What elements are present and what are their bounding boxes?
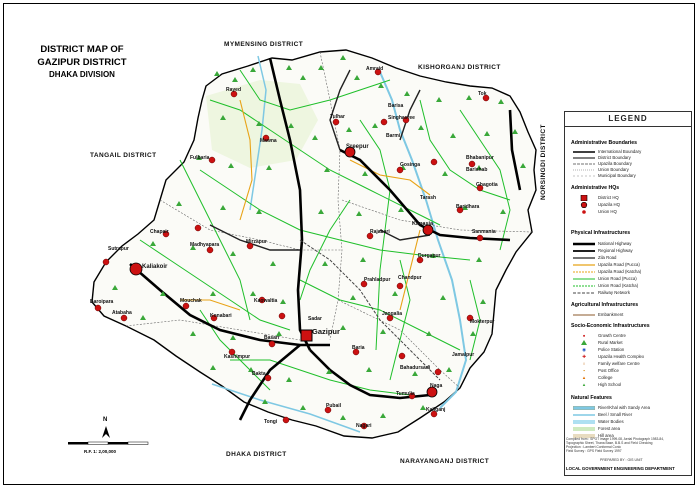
place-label: Tok (478, 91, 487, 97)
legend-item: Embankment (598, 312, 624, 317)
legend-item: Upazila Road (Pucca) (598, 262, 640, 267)
neighbor-northeast: KISHORGANJ DISTRICT (418, 64, 501, 71)
place-label: Bakta (252, 371, 266, 377)
legend-item: Hill area (573, 433, 614, 438)
place-label: Amraid (366, 66, 384, 72)
legend-item: Regional Highway (598, 248, 633, 253)
map-title-line3: DHAKA DIVISION (49, 70, 115, 79)
legend-admin-boundaries-heading: Administrative Boundaries (571, 140, 638, 146)
place-label: Sreepur (346, 144, 369, 150)
north-arrow (102, 426, 110, 438)
place-label: Sadar (308, 316, 322, 322)
place-label: Baria (352, 345, 365, 351)
legend-item: Zila Road (598, 255, 617, 260)
legend-item: Forest area (573, 426, 620, 431)
legend-item: Union Boundary (598, 167, 629, 172)
legend-item: Water Bodies (573, 419, 624, 424)
footer-prepared: PREPARED BY : GIS UNIT (600, 458, 643, 462)
place-label: Sanmania (472, 229, 496, 235)
footer-sources: Topographic Sheet, Thana Base, B.B.S and Field Checking (566, 441, 653, 445)
legend-item: Beel / Small River (598, 412, 633, 417)
place-label: Basan (264, 335, 280, 341)
place-label: Barishab (466, 167, 488, 173)
legend-item: Upazila Boundary (598, 161, 632, 166)
place-label: Rajabari (370, 229, 390, 235)
legend-item: International Boundary (598, 149, 642, 154)
place-label: Rayed (226, 87, 242, 93)
place-label: Nagari (356, 423, 372, 429)
scale-bar (68, 442, 148, 445)
legend-item: ▪ Post Office (583, 368, 619, 373)
legend-item: Upazila HQ (573, 202, 620, 207)
place-label: Sutrapur (108, 246, 129, 252)
place-label: Kaliganj (426, 407, 446, 413)
legend-agricultural-heading: Agricultural Infrastructures (571, 302, 639, 308)
legend-item: District HQ (573, 195, 619, 200)
place-label: Mawna (260, 138, 277, 144)
footer-org: LOCAL GOVERNMENT ENGINEERING DEPARTMENT (566, 466, 675, 471)
place-label: Mirzapur (246, 239, 267, 245)
neighbor-north: MYMENSING DISTRICT (224, 41, 304, 48)
place-label: Naga (430, 383, 443, 389)
place-label: Pubail (326, 403, 342, 409)
legend-item: District Boundary (598, 155, 631, 160)
place-label: Tongi (264, 419, 278, 425)
north-label: N (103, 417, 108, 423)
legend-item: ▲ High School (581, 382, 622, 387)
place-label: Kaowaltia (254, 298, 278, 304)
place-label: Kapasia (412, 221, 434, 227)
place-label: Prahladpur (364, 277, 391, 283)
place-label: Jangalia (382, 311, 403, 317)
footer-survey: Field Survey : GPS Field Survey 1997 (566, 449, 622, 453)
place-label: Chapair (150, 229, 169, 235)
place-label: Atabaha (112, 310, 132, 316)
district-hq-marker (301, 330, 312, 341)
legend-item: Union Road (Pucca) (598, 276, 637, 281)
footer-compiled: Compiled from : SPOT image 1999-08, Aerial Photograph 1983-84, (566, 437, 664, 441)
legend-item: Union HQ (573, 209, 617, 214)
footer-projection: Projection : Lambert Conformal Conic (566, 445, 621, 449)
legend-item: Railway Network (598, 290, 630, 295)
district-boundary (92, 50, 536, 438)
legend-item: ◉ Police Station (582, 346, 625, 352)
place-label: Baroipara (90, 299, 114, 305)
neighbor-south: DHAKA DISTRICT (226, 451, 287, 458)
neighbor-west: TANGAIL DISTRICT (90, 152, 157, 159)
place-label: Tarash (420, 195, 437, 201)
place-label: Bahadursadi (400, 365, 431, 371)
scale-text: R.F. 1: 2,00,000 (84, 449, 117, 454)
legend-item: ▲ College (581, 375, 613, 380)
neighbor-east: NORSINGDI DISTRICT (540, 124, 547, 200)
map-title-line1: DISTRICT MAP OF (40, 44, 124, 55)
place-label: Tumulia (396, 391, 415, 397)
legend-panel (564, 111, 692, 476)
place-label: Bhabanipur (466, 155, 494, 161)
legend-item: Union Road (Katcha) (598, 283, 639, 288)
place-label: Jamalpur (452, 352, 475, 358)
place-label: Gazipur (312, 327, 340, 336)
place-label: Mouchak (180, 298, 202, 304)
place-label: Gosinga (400, 162, 421, 168)
place-label: Singhasree (388, 115, 415, 121)
legend-item: ● Growth Centre (582, 333, 626, 338)
legend-item: Municipal Boundary (598, 173, 636, 178)
legend-item: National Highway (598, 241, 632, 246)
place-label: Durgapur (418, 253, 441, 259)
legend-socio-heading: Socio-Economic Infrastructures (571, 323, 650, 329)
place-label: Kashimpur (224, 354, 251, 360)
legend-item: Upazila Road (Katcha) (598, 269, 642, 274)
legend-physical-heading: Physical Infrastructures (571, 230, 631, 236)
place-label: Barisa (388, 103, 404, 109)
legend-item: ✚ Upazila Health Complex (582, 353, 645, 359)
place-label: Konabari (210, 313, 232, 319)
place-label: Mokterpur (470, 319, 495, 325)
place-label: Fulbaria (190, 155, 210, 161)
place-label: Tulhar (330, 114, 345, 120)
place-label: Madhyapara (190, 242, 220, 248)
place-label: Ghagotia (476, 182, 498, 188)
legend-admin-hqs-heading: Administrative HQs (571, 185, 620, 191)
place-label: Chandpur (398, 275, 422, 281)
legend-title: LEGEND (565, 112, 691, 127)
legend-item: River/Khal with Sandy Area (573, 405, 650, 410)
place-label: Kaliakoir (142, 264, 168, 270)
map-title-line2: GAZIPUR DISTRICT (37, 57, 127, 68)
legend-item: ○ Family welfare Centre (582, 361, 640, 366)
place-label: Barmi (386, 133, 401, 139)
place-label: Baridhara (456, 204, 480, 210)
legend-natural-heading: Natural Features (571, 395, 612, 401)
legend-item: Rural Market (573, 340, 623, 345)
neighbor-southeast: NARAYANGANJ DISTRICT (400, 458, 490, 465)
